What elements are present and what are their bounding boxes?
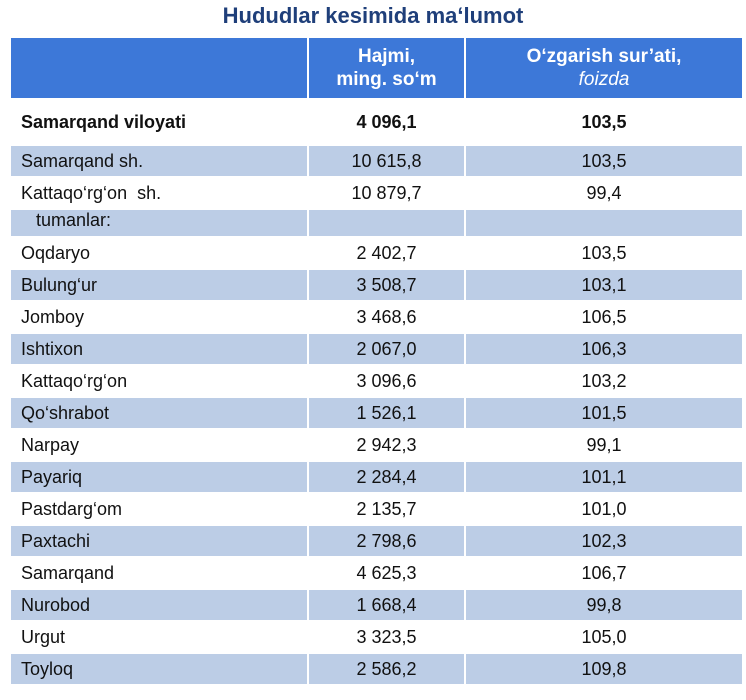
volume-cell: 10 615,8 xyxy=(308,145,465,177)
table-row xyxy=(11,177,742,209)
volume-cell: 10 879,7 xyxy=(308,177,465,209)
volume-cell: 2 067,0 xyxy=(308,333,465,365)
rate-cell: 103,5 xyxy=(465,99,742,145)
table-row xyxy=(11,525,742,557)
table-body xyxy=(11,99,742,684)
table-row xyxy=(11,145,742,177)
volume-cell: 2 135,7 xyxy=(308,493,465,525)
region-name-cell: Kattaqo‘rg‘on xyxy=(11,365,308,397)
header-volume-line1: Hajmi, xyxy=(357,46,416,67)
rate-cell: 106,3 xyxy=(465,333,742,365)
table-row xyxy=(11,269,742,301)
region-name-cell: Qo‘shrabot xyxy=(11,397,308,429)
volume-cell: 1 526,1 xyxy=(308,397,465,429)
region-name-cell: Nurobod xyxy=(11,589,308,621)
region-name-cell: Payariq xyxy=(11,461,308,493)
region-name-cell: Toyloq xyxy=(11,653,308,684)
volume-cell: 3 468,6 xyxy=(308,301,465,333)
table-row xyxy=(11,461,742,493)
rate-cell xyxy=(465,209,742,237)
rate-cell: 103,1 xyxy=(465,269,742,301)
table-row xyxy=(11,99,742,145)
volume-cell: 2 586,2 xyxy=(308,653,465,684)
volume-cell: 2 942,3 xyxy=(308,429,465,461)
region-name-cell: Samarqand xyxy=(11,557,308,589)
table-row xyxy=(11,429,742,461)
table-row xyxy=(11,209,742,237)
rate-cell: 99,1 xyxy=(465,429,742,461)
table-row xyxy=(11,397,742,429)
rate-cell: 102,3 xyxy=(465,525,742,557)
rate-cell: 105,0 xyxy=(465,621,742,653)
header-rate-line2: foizda xyxy=(578,69,630,90)
rate-cell: 101,1 xyxy=(465,461,742,493)
rate-cell: 99,4 xyxy=(465,177,742,209)
region-name-cell: Oqdaryo xyxy=(11,237,308,269)
region-name-cell: Samarqand viloyati xyxy=(11,99,308,145)
table-row xyxy=(11,365,742,397)
rate-cell: 103,5 xyxy=(465,145,742,177)
region-name-cell: Narpay xyxy=(11,429,308,461)
table-row xyxy=(11,557,742,589)
rate-cell: 106,7 xyxy=(465,557,742,589)
table-row xyxy=(11,237,742,269)
volume-cell: 2 402,7 xyxy=(308,237,465,269)
header-rate-line1: O‘zgarish sur’ati, xyxy=(526,46,682,67)
region-name-cell: tumanlar: xyxy=(11,209,308,237)
region-name-cell: Samarqand sh. xyxy=(11,145,308,177)
rate-cell: 101,5 xyxy=(465,397,742,429)
volume-cell: 4 625,3 xyxy=(308,557,465,589)
rate-cell: 99,8 xyxy=(465,589,742,621)
rate-cell: 109,8 xyxy=(465,653,742,684)
volume-cell: 3 508,7 xyxy=(308,269,465,301)
table-row xyxy=(11,301,742,333)
region-name-cell: Kattaqo‘rg‘on sh. xyxy=(11,177,308,209)
rate-cell: 103,2 xyxy=(465,365,742,397)
rate-cell: 106,5 xyxy=(465,301,742,333)
header-volume-line2: ming. so‘m xyxy=(336,69,437,90)
regional-data-table xyxy=(11,38,742,684)
volume-cell: 2 284,4 xyxy=(308,461,465,493)
page-title: Hududlar kesimida ma‘lumot xyxy=(222,3,524,28)
table-row xyxy=(11,621,742,653)
volume-cell: 1 668,4 xyxy=(308,589,465,621)
table-row xyxy=(11,589,742,621)
region-name-cell: Bulung‘ur xyxy=(11,269,308,301)
region-name-cell: Urgut xyxy=(11,621,308,653)
region-name-cell: Pastdarg‘om xyxy=(11,493,308,525)
volume-cell: 4 096,1 xyxy=(308,99,465,145)
header-volume xyxy=(308,38,465,99)
volume-cell: 2 798,6 xyxy=(308,525,465,557)
volume-cell: 3 323,5 xyxy=(308,621,465,653)
header-region xyxy=(11,38,308,99)
rate-cell: 101,0 xyxy=(465,493,742,525)
header-rate xyxy=(465,38,742,99)
volume-cell: 3 096,6 xyxy=(308,365,465,397)
region-name-cell: Ishtixon xyxy=(11,333,308,365)
region-name-cell: Paxtachi xyxy=(11,525,308,557)
volume-cell xyxy=(308,209,465,237)
table-header-row xyxy=(11,38,742,99)
table-row xyxy=(11,493,742,525)
table-row xyxy=(11,653,742,684)
region-name-cell: Jomboy xyxy=(11,301,308,333)
table-row xyxy=(11,333,742,365)
rate-cell: 103,5 xyxy=(465,237,742,269)
